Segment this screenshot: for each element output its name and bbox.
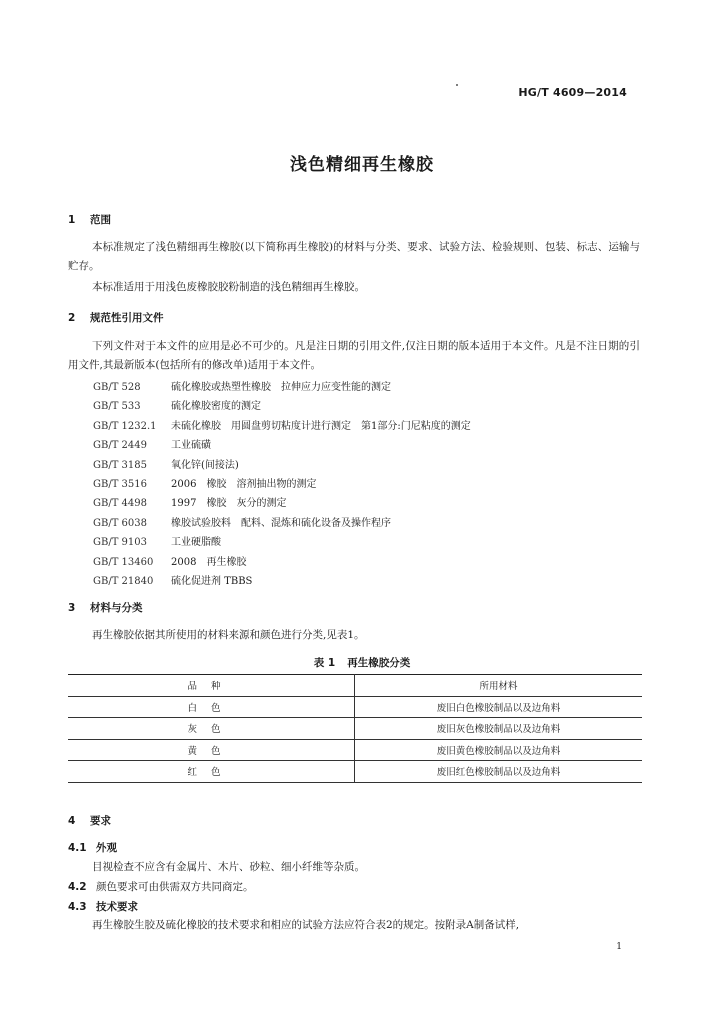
table-cell: 废旧黄色橡胶制品以及边角料	[355, 739, 643, 761]
reference-item	[93, 514, 471, 533]
standard-code: HG/T 4609—2014	[518, 86, 627, 99]
subsection-number: 4.1	[68, 842, 87, 854]
technical-paragraph: 再生橡胶生胶及硫化橡胶的技术要求和相应的试验方法应符合表2的规定。按附录A制备试样,	[92, 919, 520, 931]
reference-code: GB/T 1232.1	[93, 420, 157, 432]
section-number: 4	[68, 815, 76, 827]
reference-title: 2006 橡胶 溶剂抽出物的测定	[171, 478, 317, 490]
reference-title: 1997 橡胶 灰分的测定	[171, 498, 287, 510]
reference-title: 硫化橡胶或热塑性橡胶 拉伸应力应变性能的测定	[171, 382, 391, 393]
classification-table	[68, 674, 642, 783]
table-row	[68, 761, 642, 783]
section-2-heading	[68, 310, 164, 325]
reference-code: GB/T 3516	[93, 478, 148, 490]
materials-paragraph: 再生橡胶依据其所使用的材料来源和颜色进行分类,见表1。	[92, 629, 365, 641]
subsection-4-2	[68, 879, 254, 894]
table-row	[68, 739, 642, 761]
page-number: 1	[616, 942, 622, 952]
table-cell: 白色	[68, 696, 355, 718]
table-cell: 废旧灰色橡胶制品以及边角料	[355, 718, 643, 740]
refs-intro-paragraph: 下列文件对于本文件的应用是必不可少的。凡是注日期的引用文件,仅注日期的版本适用于本文件。凡是不注日期的引用文件,其最新版本(包括所有的修改单)适用于本文件。	[68, 340, 640, 371]
reference-item	[93, 533, 471, 552]
reference-code: GB/T 4498	[93, 498, 148, 510]
section-number: 1	[68, 214, 76, 226]
table-header-row	[68, 675, 642, 697]
reference-item	[93, 378, 471, 397]
document-title: 浅色精细再生橡胶	[290, 155, 434, 175]
appearance-paragraph: 目视检查不应含有金属片、木片、砂粒、细小纤维等杂质。	[92, 861, 365, 873]
reference-code: GB/T 533	[93, 401, 141, 413]
section-3-heading	[68, 600, 143, 615]
reference-item	[93, 456, 471, 475]
subsection-4-3-heading	[68, 899, 138, 914]
section-number: 3	[68, 602, 76, 614]
column-header-variety: 品种	[68, 675, 355, 697]
color-requirement-text: 颜色要求可由供需双方共同商定。	[96, 881, 254, 893]
reference-title: 橡胶试验胶料 配料、混炼和硫化设备及操作程序	[171, 517, 391, 529]
table-caption-label: 表 1	[313, 657, 336, 669]
reference-title: 硫化橡胶密度的测定	[171, 401, 261, 413]
reference-title: 硫化促进剂 TBBS	[171, 575, 253, 587]
section-title: 规范性引用文件	[90, 312, 164, 324]
table-cell: 灰色	[68, 718, 355, 740]
table-caption-title: 再生橡胶分类	[347, 657, 411, 669]
scope-paragraph: 本标准适用于用浅色废橡胶胶粉制造的浅色精细再生橡胶。	[92, 281, 365, 293]
reference-code: GB/T 528	[93, 382, 141, 393]
reference-code: GB/T 6038	[93, 517, 148, 529]
table-row	[68, 696, 642, 718]
reference-title: 工业硬脂酸	[171, 537, 221, 549]
scope-paragraph: 本标准规定了浅色精细再生橡胶(以下简称再生橡胶)的材料与分类、要求、试验方法、检验规则、包装、标志、运输与贮存。	[68, 241, 640, 272]
reference-list	[93, 378, 471, 591]
reference-title: 工业硫磺	[171, 440, 211, 452]
reference-code: GB/T 21840	[93, 575, 154, 587]
reference-item	[93, 553, 471, 572]
column-header-material: 所用材料	[355, 675, 643, 697]
reference-title: 氧化锌(间接法)	[171, 459, 239, 471]
reference-item	[93, 572, 471, 591]
reference-item	[93, 417, 471, 436]
subsection-number: 4.2	[68, 881, 87, 893]
reference-item	[93, 475, 471, 494]
table-cell: 红色	[68, 761, 355, 783]
subsection-title: 外观	[96, 842, 117, 854]
subsection-title: 技术要求	[96, 901, 138, 913]
table-cell: 废旧白色橡胶制品以及边角料	[355, 696, 643, 718]
reference-title: 2008 再生橡胶	[171, 556, 247, 568]
reference-code: GB/T 2449	[93, 440, 148, 452]
section-4-heading	[68, 813, 111, 828]
table-cell: 黄色	[68, 739, 355, 761]
reference-item	[93, 397, 471, 416]
reference-title: 未硫化橡胶 用圆盘剪切粘度计进行测定 第1部分:门尼粘度的测定	[171, 420, 471, 432]
reference-code: GB/T 3185	[93, 459, 148, 471]
section-number: 2	[68, 312, 76, 324]
section-title: 范围	[90, 214, 111, 226]
reference-item	[93, 436, 471, 455]
table-caption	[0, 655, 724, 670]
subsection-4-1-heading	[68, 840, 117, 855]
reference-code: GB/T 13460	[93, 556, 154, 568]
table-cell: 废旧红色橡胶制品以及边角料	[355, 761, 643, 783]
table-row	[68, 718, 642, 740]
reference-item	[93, 494, 471, 513]
subsection-number: 4.3	[68, 901, 87, 913]
section-title: 材料与分类	[90, 602, 143, 614]
section-1-heading	[68, 212, 111, 227]
scan-dot	[456, 84, 458, 86]
reference-code: GB/T 9103	[93, 537, 148, 549]
section-title: 要求	[90, 815, 111, 827]
